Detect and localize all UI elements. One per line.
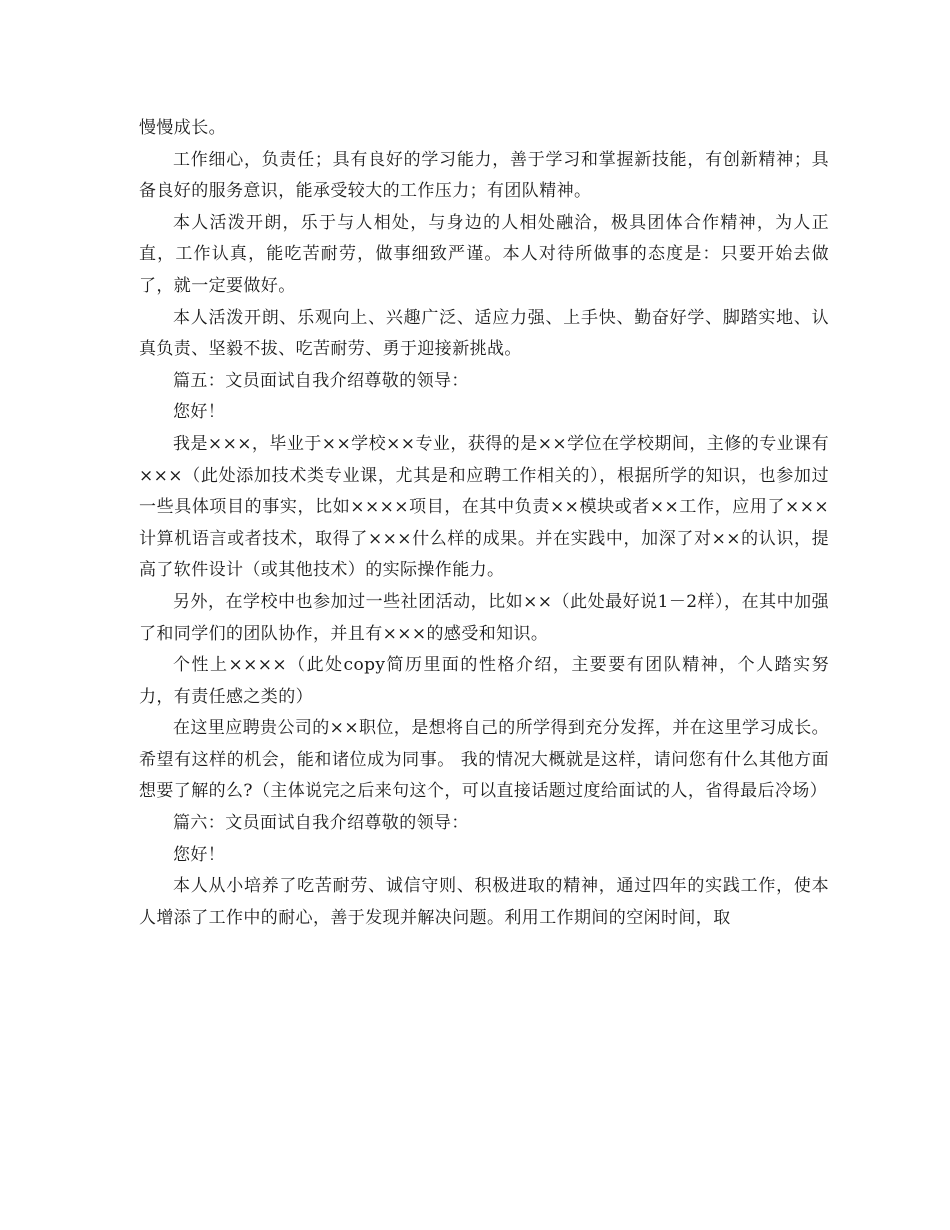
section-heading-part-five: 篇五：文员面试自我介绍尊敬的领导：	[173, 370, 469, 391]
document-body	[139, 113, 829, 934]
greeting: 您好！	[173, 402, 226, 423]
paragraph-personality-traits: 个性上××××（此处copy简历里面的性格介绍，主要要有团队精神，个人踏实努力，有责任感之类的）	[139, 655, 829, 707]
paragraph-education: 我是×××，毕业于××学校××专业，获得的是××学位在学校期间，主修的专业课有×××（此处添加技术类专业课，尤其是和应聘工作相关的），根据所学的知识，也参加过一些具体项目的事实，比如××××项目，在其中负责××模块或者××工作，应用了×××计算机语言或者技术，取得了×××什么样的成果。并在实践中，加深了对××的认识，提高了软件设计（或其他技术）的实际操作能力。	[139, 433, 829, 581]
greeting: 您好！	[173, 844, 226, 865]
paragraph-work-traits: 工作细心，负责任；具有良好的学习能力，善于学习和掌握新技能，有创新精神；具备良好的服务意识，能承受较大的工作压力；有团队精神。	[139, 149, 829, 202]
paragraph-character-summary: 本人活泼开朗、乐观向上、兴趣广泛、适应力强、上手快、勤奋好学、脚踏实地、认真负责、坚毅不拔、吃苦耐劳、勇于迎接新挑战。	[139, 307, 829, 360]
section-heading-part-six: 篇六：文员面试自我介绍尊敬的领导：	[173, 813, 469, 834]
paragraph-closing: 在这里应聘贵公司的××职位，是想将自己的所学得到充分发挥，并在这里学习成长。希望有这样的机会，能和诸位成为同事。 我的情况大概就是这样，请问您有什么其他方面想要了解的么?（主体说完之后来句这个，可以直接话题过度给面试的人，省得最后冷场）	[139, 718, 829, 802]
paragraph-personality: 本人活泼开朗，乐于与人相处，与身边的人相处融洽，极具团体合作精神，为人正直，工作认真，能吃苦耐劳，做事细致严谨。本人对待所做事的态度是：只要开始去做了，就一定要做好。	[139, 212, 829, 296]
paragraph-continuation: 慢慢成长。	[139, 118, 226, 138]
paragraph-activities: 另外，在学校中也参加过一些社团活动，比如××（此处最好说1－2样），在其中加强了和同学们的团队协作，并且有×××的感受和知识。	[139, 591, 829, 644]
paragraph-experience: 本人从小培养了吃苦耐劳、诚信守则、积极进取的精神，通过四年的实践工作，使本人增添了工作中的耐心，善于发现并解决问题。利用工作期间的空闲时间，取	[139, 876, 829, 928]
